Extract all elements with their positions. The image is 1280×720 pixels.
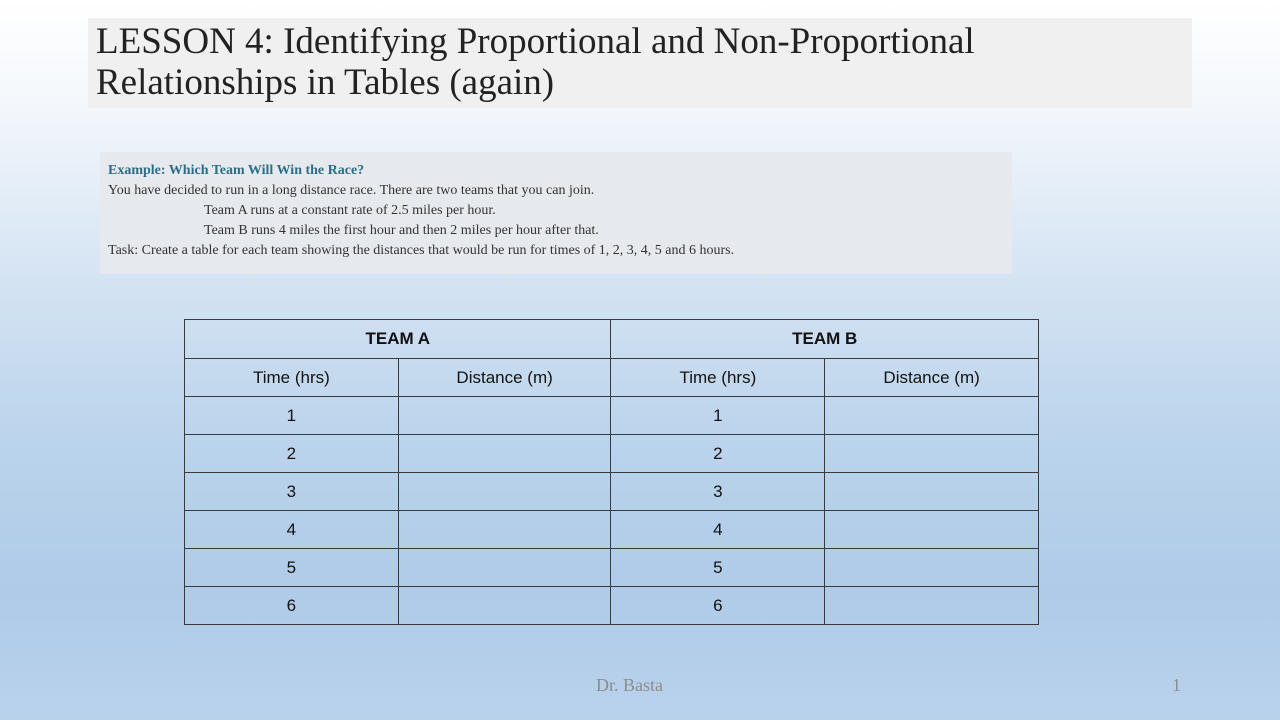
table-cell [398, 511, 611, 549]
table-cell: 4 [611, 511, 825, 549]
column-header: Distance (m) [825, 359, 1039, 397]
team-a-header: TEAM A [185, 320, 611, 359]
table-cell: 1 [185, 397, 399, 435]
example-team-a: Team A runs at a constant rate of 2.5 miles per hour. [204, 203, 496, 218]
table-cell: 2 [185, 435, 399, 473]
table-cell [825, 435, 1039, 473]
distance-table [184, 319, 1039, 625]
table-cell [398, 549, 611, 587]
column-header-row [185, 359, 1039, 397]
table-cell [398, 587, 611, 625]
table-cell: 1 [611, 397, 825, 435]
table-cell: 2 [611, 435, 825, 473]
table-cell [825, 511, 1039, 549]
table-row [185, 397, 1039, 435]
table-row [185, 587, 1039, 625]
table-cell [398, 435, 611, 473]
footer-author: Dr. Basta [596, 675, 663, 695]
table-cell: 3 [185, 473, 399, 511]
table-cell [398, 397, 611, 435]
table-row [185, 435, 1039, 473]
column-header: Time (hrs) [185, 359, 399, 397]
table-cell [825, 473, 1039, 511]
title-line-1: LESSON 4: Identifying Proportional and Non-Proportional [96, 21, 975, 62]
table-cell: 4 [185, 511, 399, 549]
example-team-b: Team B runs 4 miles the first hour and then 2 miles per hour after that. [204, 223, 599, 238]
table-cell: 5 [185, 549, 399, 587]
example-intro: You have decided to run in a long distance race. There are two teams that you can join. [108, 183, 595, 198]
team-header-row [185, 320, 1039, 359]
example-task: Task: Create a table for each team showing the distances that would be run for times of 1, 2, 3, 4, 5 and 6 hours. [108, 243, 735, 258]
table-cell [825, 549, 1039, 587]
table-row [185, 473, 1039, 511]
table-cell [398, 473, 611, 511]
example-heading: Example: Which Team Will Win the Race? [108, 163, 365, 178]
table-cell: 6 [185, 587, 399, 625]
title-line-2: Relationships in Tables (again) [96, 62, 555, 103]
page-number: 1 [1172, 675, 1181, 695]
table-row [185, 549, 1039, 587]
table-cell: 6 [611, 587, 825, 625]
table-cell [825, 587, 1039, 625]
column-header: Time (hrs) [611, 359, 825, 397]
table-cell: 5 [611, 549, 825, 587]
column-header: Distance (m) [398, 359, 611, 397]
table-cell [825, 397, 1039, 435]
example-box [100, 152, 1012, 274]
table-cell: 3 [611, 473, 825, 511]
team-b-header: TEAM B [611, 320, 1039, 359]
table-row [185, 511, 1039, 549]
slide-title [88, 18, 1192, 108]
